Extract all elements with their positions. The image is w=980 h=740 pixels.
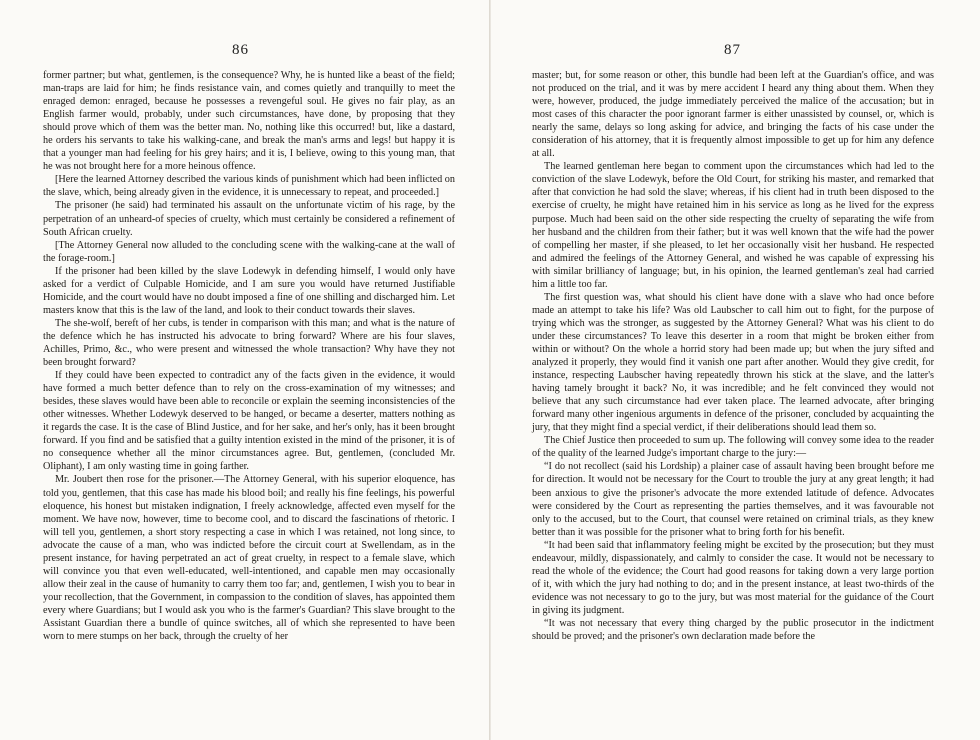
right-page bbox=[491, 0, 980, 740]
right-paragraph-2: The learned gentleman here began to comment upon the circumstances which had led to the conviction of the slave Lodewyk, before the Old Court, for striking his master, and remarked that after that conviction he had sold the slave; whereas, if his client had in truth been disposed to the exercise of cruelty, he might have retained him in his service as long as he lived for the express purpose. Much had been said on the other side respecting the cruelty of separating the wife from her husband and the children from their father; but it was well known that the wife had the power of compelling her master, if she pleased, to let her occasionally visit her husband. He respected and admired the feelings of the Attorney General, and wished he was capable of expressing his with similar brilliancy of language; but, in his opinion, the learned gentleman's zeal had carried him a little too far. bbox=[532, 161, 934, 290]
left-page-number: 86 bbox=[232, 42, 249, 58]
left-paragraph-6: The she-wolf, bereft of her cubs, is tender in comparison with this man; and what is the nature of the defence which he has instructed his advocate to bring forward? Where are his four slaves, Achilles, Primo, &c., who were present and witnessed the whole transaction? Why have they not been brought forward? bbox=[43, 317, 455, 369]
left-page-text bbox=[43, 69, 455, 643]
right-paragraph-7: “It was not necessary that every thing charged by the public prosecutor in the indictment should be proved; and the prisoner's own declaration made before the bbox=[532, 617, 934, 643]
left-paragraph-4: [The Attorney General now alluded to the concluding scene with the walking-cane at the wall of the forage-room.] bbox=[43, 239, 455, 264]
left-page bbox=[0, 0, 489, 740]
left-paragraph-5: If the prisoner had been killed by the slave Lodewyk in defending himself, I would only have asked for a verdict of Culpable Homicide, and I am sure you would have returned Justifiable Homicide, and the court would have no doubt imposed a fine of one shilling and discharged him. Let masters know that this is the law of the land, and look to their conduct towards their slaves. bbox=[43, 265, 455, 316]
right-paragraph-1: master; but, for some reason or other, this bundle had been left at the Guardian's office, and was not produced on the trial, and it was by mere accident I heard any thing about them. When they were, however, produced, the judge immediately perceived the malice of the accusation; but in most cases of this character the poor ignorant farmer is either unassisted by counsel, or, which is nearly the same, delays so long asking for advice, and bringing the facts of his case under the consideration of his attorney, that it is frequently almost impossible to get up for him any defence at all. bbox=[532, 70, 934, 160]
right-paragraph-5: “I do not recollect (said his Lordship) a plainer case of assault having been brought before me for direction. It would not be necessary for the Court to trouble the jury at any great length; it had been anxious to give the prisoner's advocate the more extended latitude of defence. Advocates were considered by the Court as representing the parties themselves, and it was favourable not only to the accused, but to the Court, that counsel were retained on criminal trials, as they knew better than it was possible for the prisoner what to bring forth for his benefit. bbox=[532, 461, 934, 538]
left-paragraph-2: [Here the learned Attorney described the various kinds of punishment which had been inflicted on the slave, which, being already given in the evidence, it is unnecessary to repeat, and proceeded.] bbox=[43, 174, 455, 199]
left-paragraph-7: If they could have been expected to contradict any of the facts given in the evidence, it would have formed a much better defence than to rely on the cross-examination of my witnesses; and besides, these slaves would have been able to reconcile or explain the seeming inconsistencies of the other witnesses. Whether Lodewyk deserved to be hanged, or became a deserter, matters nothing as it regards the case. It is the case of Blind Justice, and for her sake, and her's only, has it been brought forward. If you find and be satisfied that a guilty intention existed in the mind of the prisoner, it is of no consequence whether all the minor circumstances agree. But, gentlemen, (concluded Mr. Oliphant), I am only wasting time in going farther. bbox=[43, 370, 455, 473]
right-paragraph-4: The Chief Justice then proceeded to sum up. The following will convey some idea to the reader of the quality of the learned Judge's important charge to the jury:— bbox=[532, 435, 934, 460]
left-paragraph-3: The prisoner (he said) had terminated his assault on the unfortunate victim of his rage, by the perpetration of an unheard-of species of cruelty, which must certainly be considered a refinement of South African cruelty. bbox=[43, 200, 455, 238]
left-paragraph-8: Mr. Joubert then rose for the prisoner.—The Attorney General, with his superior eloquence, has told you, gentlemen, that this case has made his blood boil; and really his fine feelings, his powerful eloquence, his honest but mistaken indignation, I freely acknowledge, affected even myself for the moment. We have now, however, time to become cool, and to discard the fascinations of rhetoric. I will tell you, gentlemen, a short story respecting a case in which I was retained, not long since, to advocate the cause of a man, who was indicted before the circuit court at Swellendam, as in the present instance, for having perpetrated an act of great cruelty, in respect to a female slave, which will convince you that even well-educated, well-intentioned, and capable men may occasionally allow their zeal in the cause of humanity to carry them too far; and, gentlemen, I wish you to bear in your recollection, that the Government, in compassion to the condition of slaves, has appointed them every where Guardians; but I would ask you who is the farmer's Guardian? This slave brought to the Assistant Guardian there a bundle of quince switches, all of which she represented to have been worn to mere stumps on her back, through the cruelty of her bbox=[43, 474, 455, 643]
right-page-text bbox=[532, 69, 934, 643]
right-paragraph-3: The first question was, what should his client have done with a slave who had once before made an attempt to take his life? Was old Laubscher to call him out to fight, for the purpose of trying which was the stronger, as suggested by the Attorney General? What was his client to do under these circumstances? To leave this deserter in a room that might be broken either from within or without? On the whole a horrid story had been made up; but when the jury sifted and analyzed it properly, they would find it vanish one part after another. Would they give credit, for instance, respecting Laubscher having repeatedly thrown his stick at the slave, and the latter's having tamely brought it back? No, it was incredible; and he felt convinced they would not believe that any such circumstance had ever taken place. The learned advocate, after bringing forward many other ingenious arguments in defence of the prisoner, concluded by acquainting the jury, that they might find a special verdict, if their deliberations should lead them so. bbox=[532, 291, 934, 434]
right-paragraph-6: “It had been said that inflammatory feeling might be excited by the prosecution; but they must endeavour, mildly, dispassionately, and calmly to consider the case. It would not be necessary to read the whole of the evidence; the Court had good reasons for taking down a very large portion of it, with which the jury had nothing to do; and in the present instance, at least two-thirds of the evidence was not necessary to go to the jury, but was most material for the guidance of the Court in giving its judgment. bbox=[532, 539, 934, 616]
left-paragraph-1: former partner; but what, gentlemen, is the consequence? Why, he is hunted like a beast of the field; man-traps are laid for him; he finds resistance vain, and comes quietly and tranquilly to meet the enraged demon: enraged, because he possesses a revengeful soul. He gives no fair play, as an English farmer would, probably, under such circumstances, have done, by proposing that they should prove which of them was the better man. No, nothing like this occurred! but, like a dastard, he orders his servants to take his walking-cane, and break the man's arms and legs! but happy it is that a younger man had feeling for his grey hairs; and it is, I believe, owing to this young man, that he was not brought here for a more heinous offence. bbox=[43, 70, 455, 173]
right-page-number: 87 bbox=[724, 42, 741, 58]
